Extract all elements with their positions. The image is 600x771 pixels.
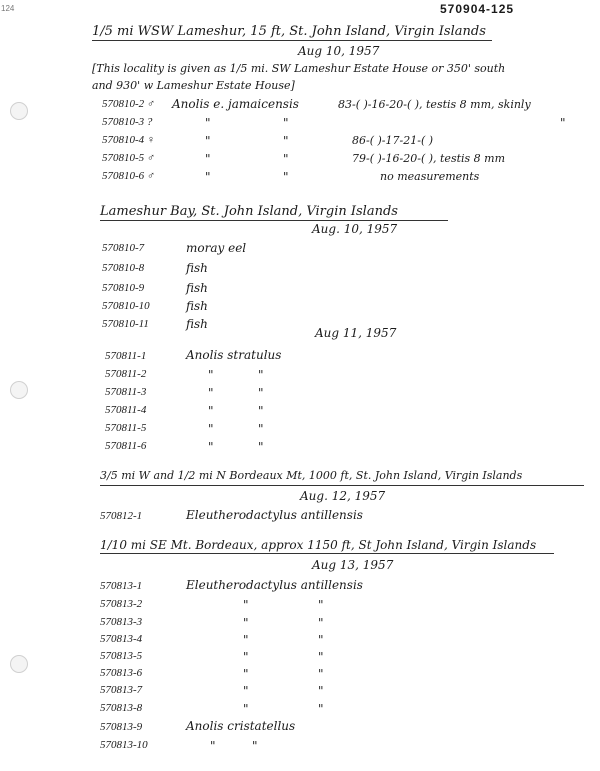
ditto-mark: ": [318, 702, 324, 716]
species-name: fish: [186, 261, 208, 275]
ditto-mark: ": [318, 598, 324, 612]
collection-date-1: Aug 10, 1957: [298, 44, 380, 58]
ditto-mark: ": [208, 368, 214, 382]
ditto-mark: ": [243, 702, 249, 716]
ditto-mark: ": [560, 116, 566, 130]
ditto-mark: ": [252, 739, 258, 753]
catalog-number: 570810-5 ♂: [102, 152, 156, 164]
collection-date-3: Aug. 12, 1957: [300, 489, 386, 503]
ditto-mark: ": [318, 616, 324, 630]
locality-heading-1: 1/5 mi WSW Lameshur, 15 ft, St. John Island, Virgin Islands: [92, 24, 486, 39]
locality-note-line-1: [This locality is given as 1/5 mi. SW Lameshur Estate House or 350' south: [92, 62, 506, 75]
catalog-number: 570810-4 ♀: [102, 134, 156, 146]
ditto-mark: ": [208, 440, 214, 454]
measurement-note: 86-( )-17-21-( ): [352, 134, 434, 147]
measurement-note: no measurements: [380, 170, 480, 183]
catalog-number: 570812-1: [100, 510, 143, 522]
locality-heading-4: 1/10 mi SE Mt. Bordeaux, approx 1150 ft, St John Island, Virgin Islands: [100, 538, 537, 552]
catalog-number: 570810-7: [102, 242, 145, 254]
catalog-number: 570813-4: [100, 633, 143, 645]
catalog-number: 570810-11: [102, 318, 149, 330]
catalog-number: 570811-5: [105, 422, 147, 434]
ditto-mark: ": [243, 598, 249, 612]
ditto-mark: ": [243, 616, 249, 630]
catalog-number: 570810-3 ?: [102, 116, 153, 128]
species-name: moray eel: [186, 241, 247, 255]
species-name: fish: [186, 281, 208, 295]
measurement-note: 79-( )-16-20-( ), testis 8 mm: [352, 152, 506, 165]
ditto-mark: ": [318, 667, 324, 681]
collection-date-2b: Aug 11, 1957: [315, 326, 397, 340]
binder-hole-top: [10, 102, 28, 120]
ditto-mark: ": [208, 386, 214, 400]
catalog-number: 570813-2: [100, 598, 143, 610]
catalog-number: 570813-8: [100, 702, 143, 714]
locality-heading-3: 3/5 mi W and 1/2 mi N Bordeaux Mt, 1000 ft, St. John Island, Virgin Islands: [100, 469, 523, 482]
collection-date-2: Aug. 10, 1957: [312, 222, 398, 236]
catalog-number: 570810-2 ♂: [102, 98, 156, 110]
ditto-mark: ": [258, 404, 264, 418]
ditto-mark: ": [318, 633, 324, 647]
ditto-mark: ": [205, 116, 211, 130]
ditto-mark: ": [243, 633, 249, 647]
heading-underline-2: [100, 220, 448, 221]
ditto-mark: ": [318, 650, 324, 664]
ditto-mark: ": [283, 116, 289, 130]
species-name: fish: [186, 299, 208, 313]
ditto-mark: ": [258, 440, 264, 454]
ditto-mark: ": [318, 684, 324, 698]
species-name: Anolis stratulus: [186, 348, 282, 362]
species-name: Eleutherodactylus antillensis: [186, 578, 363, 592]
locality-heading-2: Lameshur Bay, St. John Island, Virgin Islands: [100, 204, 398, 219]
catalog-number: 570813-9: [100, 721, 143, 733]
species-name: fish: [186, 317, 208, 331]
ditto-mark: ": [208, 404, 214, 418]
binder-hole-middle: [10, 381, 28, 399]
ditto-mark: ": [283, 134, 289, 148]
catalog-number: 570813-6: [100, 667, 143, 679]
catalog-number: 570811-3: [105, 386, 147, 398]
measurement-note: 83-( )-16-20-( ), testis 8 mm, skinly: [338, 98, 531, 111]
ditto-mark: ": [258, 368, 264, 382]
ditto-mark: ": [258, 386, 264, 400]
catalog-number: 570811-1: [105, 350, 147, 362]
ditto-mark: ": [205, 134, 211, 148]
catalog-number: 570813-3: [100, 616, 143, 628]
page-id: 570904-125: [440, 2, 515, 16]
catalog-number: 570810-9: [102, 282, 145, 294]
catalog-number: 570810-6 ♂: [102, 170, 156, 182]
catalog-number: 570811-2: [105, 368, 147, 380]
ditto-mark: ": [258, 422, 264, 436]
catalog-number: 570810-10: [102, 300, 150, 312]
catalog-number: 570811-4: [105, 404, 147, 416]
binder-hole-bottom: [10, 655, 28, 673]
ditto-mark: ": [283, 152, 289, 166]
catalog-number: 570813-5: [100, 650, 143, 662]
ditto-mark: ": [210, 739, 216, 753]
ditto-mark: ": [205, 170, 211, 184]
ditto-mark: ": [205, 152, 211, 166]
species-name: Anolis e. jamaicensis: [172, 97, 299, 111]
heading-underline-1: [92, 40, 492, 41]
catalog-number: 570810-8: [102, 262, 145, 274]
catalog-number: 570813-7: [100, 684, 143, 696]
ditto-mark: ": [208, 422, 214, 436]
catalog-number: 570811-6: [105, 440, 147, 452]
heading-underline-4: [100, 553, 554, 554]
ditto-mark: ": [283, 170, 289, 184]
species-name: Anolis cristatellus: [186, 719, 296, 733]
collection-date-4: Aug 13, 1957: [312, 558, 394, 572]
heading-underline-3: [100, 485, 584, 486]
locality-note-line-2: and 930' w Lameshur Estate House]: [92, 79, 295, 92]
ditto-mark: ": [243, 684, 249, 698]
ditto-mark: ": [243, 650, 249, 664]
species-name: Eleutherodactylus antillensis: [186, 508, 363, 522]
catalog-number: 570813-1: [100, 580, 143, 592]
corner-mark: 124: [1, 4, 15, 13]
catalog-number: 570813-10: [100, 739, 148, 751]
ditto-mark: ": [243, 667, 249, 681]
